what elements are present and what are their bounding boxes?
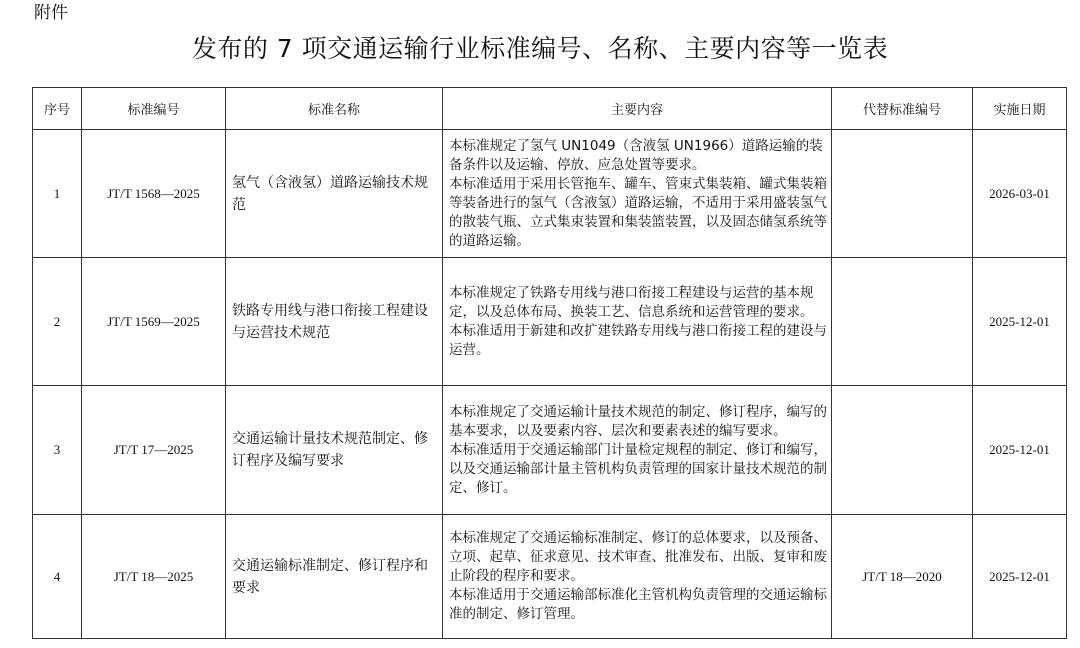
row-name: 氢气（含液氢）道路运输技术规范 (226, 130, 443, 258)
row-content (443, 258, 832, 386)
row-no: 2 (33, 258, 82, 386)
content-paragraph: 本标准适用于采用长管拖车、罐车、管束式集装箱、罐式集装箱等装备进行的氢气（含液氢）道路运输，不适用于采用盛装氢气的散装气瓶、立式集束装置和集装篮装置，以及固态储氢系统等的道路运输。 (449, 175, 827, 249)
row-no: 4 (33, 515, 82, 639)
row-replaces (832, 130, 973, 258)
row-content (443, 130, 832, 258)
content-paragraph: 本标准适用于交通运输部门计量检定规程的制定、修订和编写，以及交通运输部计量主管机构负责管理的国家计量技术规范的制定、修订。 (449, 441, 827, 496)
page-title: 发布的 7 项交通运输行业标准编号、名称、主要内容等一览表 (191, 34, 889, 63)
row-name: 交通运输标准制定、修订程序和要求 (226, 515, 443, 639)
column-header-no: 序号 (33, 88, 82, 130)
content-paragraph: 本标准适用于交通运输部标准化主管机构负责管理的交通运输标准的制定、修订管理。 (449, 587, 827, 622)
row-replaces (832, 386, 973, 515)
row-code: JT/T 18—2025 (82, 515, 226, 639)
row-name: 铁路专用线与港口衔接工程建设与运营技术规范 (226, 258, 443, 386)
column-header-replaces: 代替标准编号 (832, 88, 973, 130)
column-header-date: 实施日期 (973, 88, 1067, 130)
row-no: 3 (33, 386, 82, 515)
table-row (33, 515, 1067, 639)
column-header-content: 主要内容 (443, 88, 832, 130)
row-code: JT/T 1569—2025 (82, 258, 226, 386)
row-content (443, 515, 832, 639)
row-date: 2025-12-01 (973, 386, 1067, 515)
content-paragraph: 本标准规定了交通运输计量技术规范的制定、修订程序，编写的基本要求，以及要素内容、层次和要素表述的编写要求。 (449, 403, 827, 439)
row-date: 2025-12-01 (973, 515, 1067, 639)
content-paragraph: 本标准适用于新建和改扩建铁路专用线与港口衔接工程的建设与运营。 (449, 322, 827, 358)
row-code: JT/T 17—2025 (82, 386, 226, 515)
standards-table (32, 87, 1067, 639)
content-paragraph: 本标准规定了交通运输标准制定、修订的总体要求，以及预备、立项、起草、征求意见、技术审查、批准发布、出版、复审和废止阶段的程序和要求。 (449, 530, 827, 584)
content-paragraph: 本标准规定了铁路专用线与港口衔接工程建设与运营的基本规定，以及总体布局、换装工艺、信息系统和运营管理的要求。 (449, 284, 814, 320)
attachment-label: 附件 (34, 3, 68, 23)
row-replaces: JT/T 18—2020 (832, 515, 973, 639)
column-header-code: 标准编号 (82, 88, 226, 130)
row-date: 2025-12-01 (973, 258, 1067, 386)
row-name: 交通运输计量技术规范制定、修订程序及编写要求 (226, 386, 443, 515)
row-code: JT/T 1568—2025 (82, 130, 226, 258)
table-header-row (33, 88, 1067, 130)
row-replaces (832, 258, 973, 386)
table-row (33, 130, 1067, 258)
row-content (443, 386, 832, 515)
column-header-name: 标准名称 (226, 88, 443, 130)
row-date: 2026-03-01 (973, 130, 1067, 258)
table-row (33, 386, 1067, 515)
content-paragraph: 本标准规定了氢气 UN1049（含液氢 UN1966）道路运输的装备条件以及运输、停放、应急处置等要求。 (449, 137, 823, 173)
row-no: 1 (33, 130, 82, 258)
table-row (33, 258, 1067, 386)
